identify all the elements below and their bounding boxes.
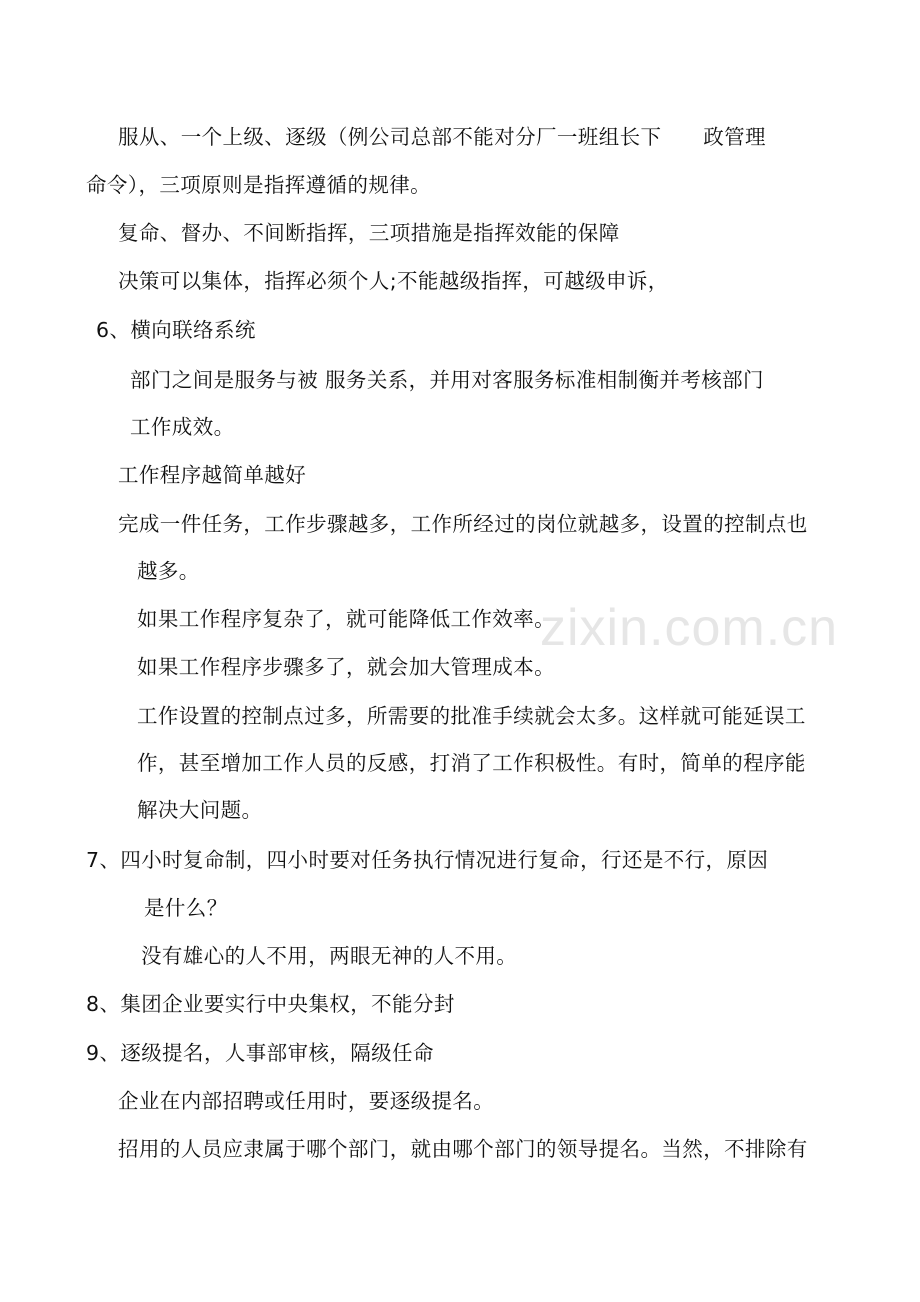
text-line: 决策可以集体，指挥必须个人;不能越级指挥，可越级申诉， bbox=[118, 269, 669, 293]
text-line: 命令），三项原则是指挥遵循的规律。 bbox=[86, 173, 432, 197]
text-line: 招用的人员应隶属于哪个部门，就由哪个部门的领导提名。当然，不排除有 bbox=[118, 1137, 808, 1161]
text-line: 是什么？ bbox=[144, 896, 228, 920]
watermark: zixin.com.cn bbox=[540, 599, 839, 657]
section-heading: 6、横向联络系统 bbox=[96, 318, 256, 342]
text-line: 完成一件任务，工作步骤越多，工作所经过的岗位就越多，设置的控制点也 bbox=[118, 512, 808, 536]
text-line: 企业在内部招聘或任用时，要逐级提名。 bbox=[118, 1089, 495, 1113]
section-heading: 9、逐级提名，人事部审核，隔级任命 bbox=[86, 1041, 434, 1065]
text-line: 作，甚至增加工作人员的反感，打消了工作积极性。有时，简单的程序能 bbox=[137, 751, 806, 775]
text-line: 如果工作程序复杂了，就可能降低工作效率。 bbox=[137, 607, 555, 631]
text-line: 部门之间是服务与被 服务关系，并用对客服务标准相制衡并考核部门 bbox=[130, 368, 764, 392]
text-line: 工作设置的控制点过多，所需要的批准手续就会太多。这样就可能延误工 bbox=[137, 704, 806, 728]
section-heading: 8、集团企业要实行中央集权，不能分封 bbox=[86, 992, 455, 1016]
text-line: 工作程序越简单越好 bbox=[118, 463, 307, 487]
text-line: 服从、一个上级、逐级（例公司总部不能对分厂一班组长下 政管理 bbox=[118, 125, 766, 149]
text-line: 解决大问题。 bbox=[137, 798, 263, 822]
section-heading: 7、四小时复命制，四小时要对任务执行情况进行复命，行还是不行，原因 bbox=[86, 848, 769, 872]
text-line: 工作成效。 bbox=[130, 415, 235, 439]
text-line: 越多。 bbox=[137, 559, 200, 583]
text-line: 如果工作程序步骤多了，就会加大管理成本。 bbox=[137, 655, 555, 679]
text-line: 复命、督办、不间断指挥，三项措施是指挥效能的保障 bbox=[118, 221, 620, 245]
text-line: 没有雄心的人不用，两眼无神的人不用。 bbox=[141, 944, 518, 968]
